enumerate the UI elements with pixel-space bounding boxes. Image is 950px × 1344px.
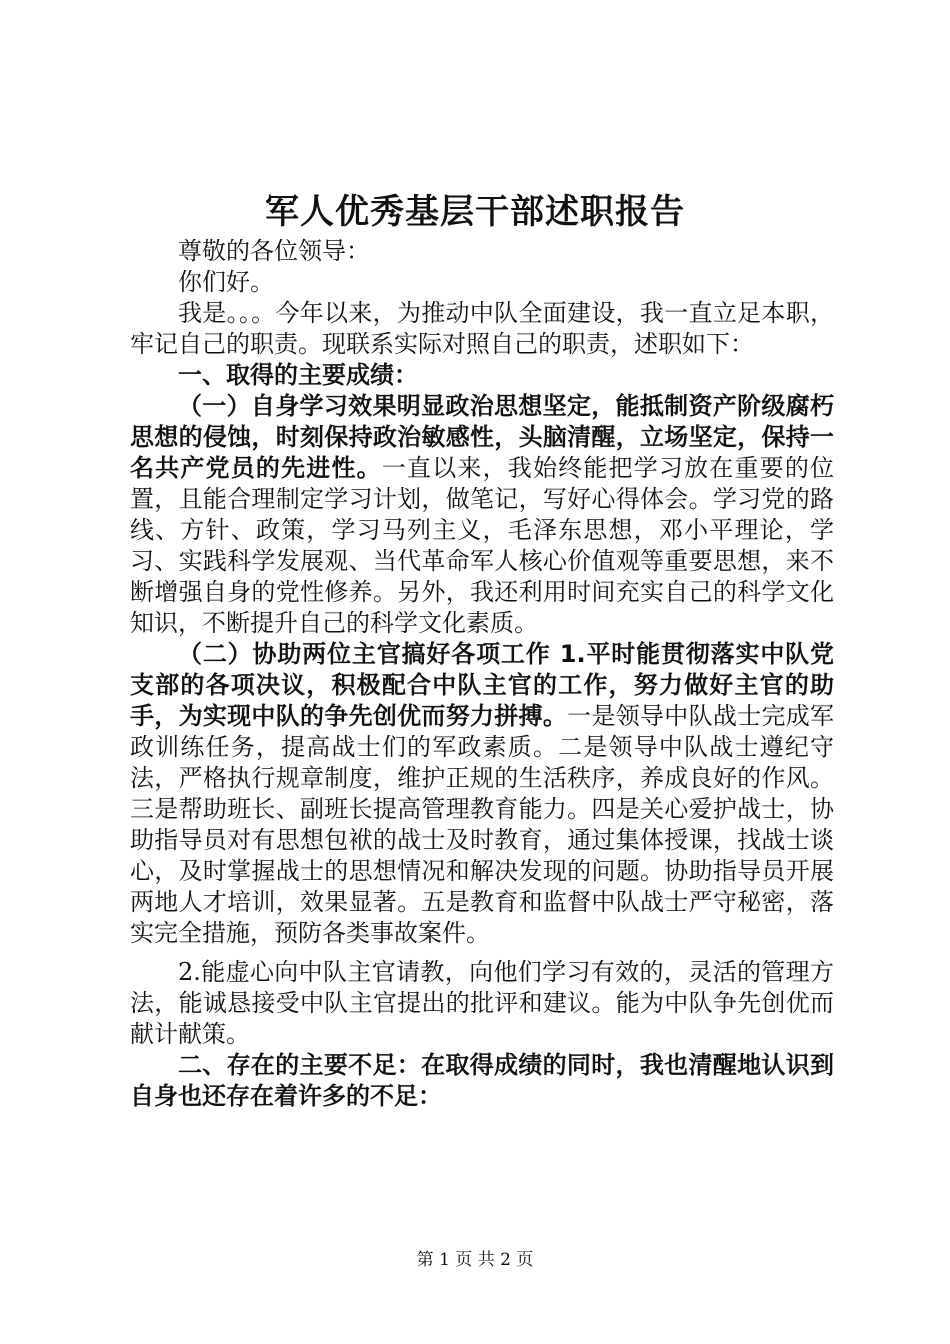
intro-paragraph: 我是。。。今年以来，为推动中队全面建设，我一直立足本职，牢记自己的职责。现联系实际对照自己的职责，述职如下： [130,299,834,358]
part1-paragraph [130,391,834,639]
section2-paragraph: 二、存在的主要不足：在取得成绩的同时，我也清醒地认识到自身也还存在着许多的不足： [130,1051,834,1110]
document-title: 军人优秀基层干部述职报告 [265,192,685,232]
part2-paragraph [130,639,834,949]
greeting: 你们好。 [178,268,274,296]
document-body [130,236,834,1112]
section1-heading: 一、取得的主要成绩： [178,361,418,389]
part1-body-text: 一直以来，我始终能把学习放在重要的位置，且能合理制定学习计划，做笔记，写好心得体会。学习党的路线、方针、政策，学习马列主义，毛泽东思想，邓小平理论，学习、实践科学发展观、当代革命军人核心价值观等重要思想，来不断增强自身的党性修养。另外，我还利用时间充实自己的科学文化知识，不断提升自己的科学文化素质。 [130,454,835,637]
page-footer: 第 1 页 共 2 页 [416,1250,534,1270]
part2-bold-text: （二）协助两位主官搞好各项工作 1.平时能贯彻落实中队党支部的各项决议，积极配合中队主官的工作，努力做好主官的助手，为实现中队的争先创优而努力拼搏。 [130,640,834,730]
part2-body-text: 一是领导中队战士完成军政训练任务，提高战士们的军政素质。二是领导中队战士遵纪守法，严格执行规章制度，维护正规的生活秩序，养成良好的作风。三是帮助班长、副班长提高管理教育能力。四是关心爱护战士，协助指导员对有思想包袱的战士及时教育，通过集体授课，找战士谈心，及时掌握战士的思想情况和解决发现的问题。协助指导员开展两地人才培训，效果显著。五是教育和监督中队战士严守秘密，落实完全措施，预防各类事故案件。 [130,702,835,947]
salutation: 尊敬的各位领导： [178,237,370,265]
item2-paragraph: 2.能虚心向中队主官请教，向他们学习有效的，灵活的管理方法，能诚恳接受中队主官提出的批评和建议。能为中队争先创优而献计献策。 [130,958,834,1048]
part1-bold-text: （一）自身学习效果明显政治思想坚定，能抵制资产阶级腐朽思想的侵蚀，时刻保持政治敏感性，头脑清醒，立场坚定，保持一名共产党员的先进性。 [130,392,834,482]
